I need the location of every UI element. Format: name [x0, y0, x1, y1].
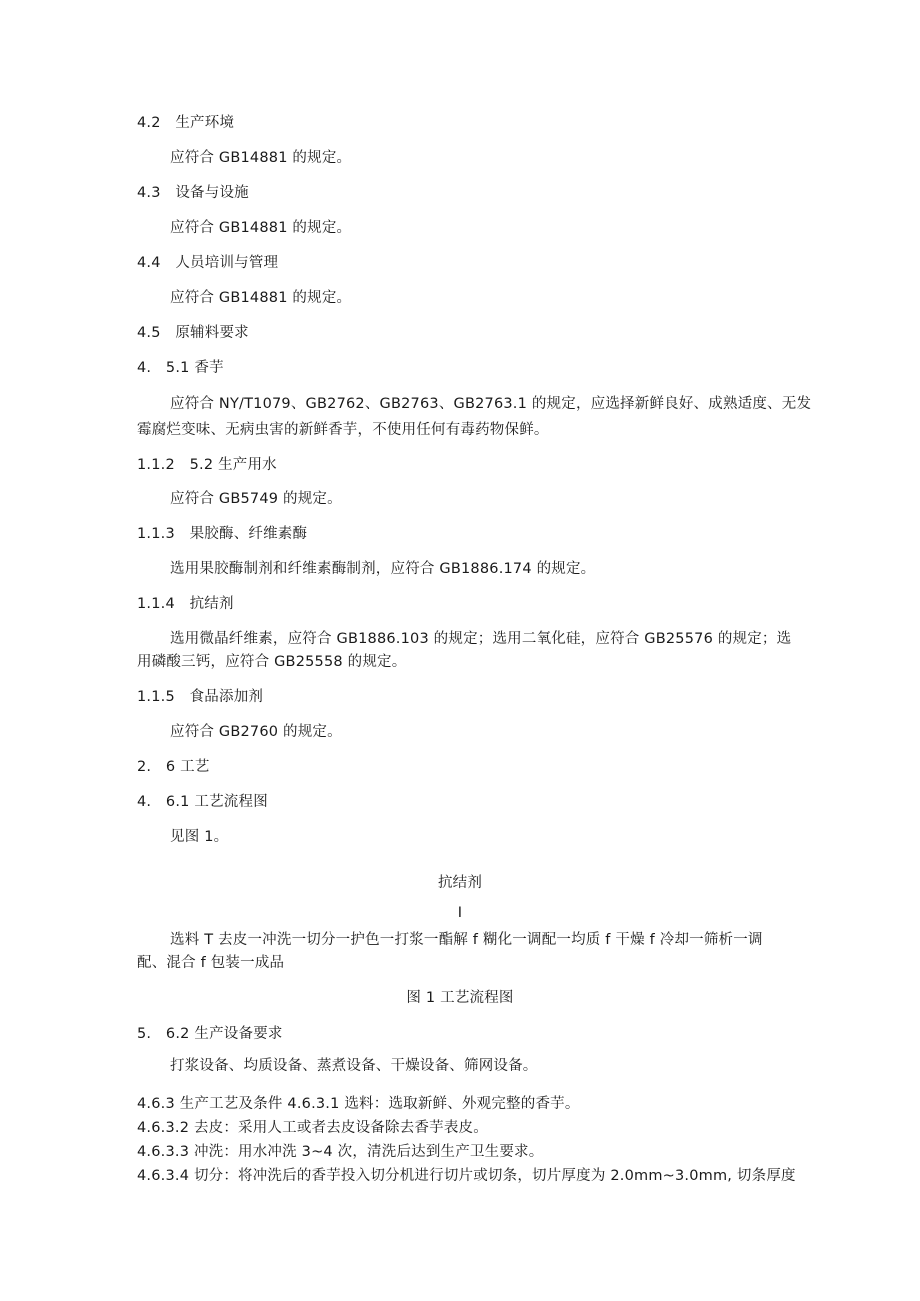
figure-caption: 图 1 工艺流程图 — [406, 990, 514, 1006]
paragraph-continued: 霉腐烂变味、无病虫害的新鲜香芋，不使用任何有毒药物保鲜。 — [137, 422, 549, 438]
heading-4-6-3: 4.6.3 生产工艺及条件 4.6.3.1 选料：选取新鲜、外观完整的香芋。 — [137, 1096, 580, 1112]
paragraph: 打浆设备、均质设备、蒸煮设备、干燥设备、筛网设备。 — [170, 1058, 538, 1074]
heading-4-4: 4.4 人员培训与管理 — [137, 255, 279, 271]
heading-5-2: 1.1.2 5.2 生产用水 — [137, 457, 277, 473]
heading-1-1-5: 1.1.5 食品添加剂 — [137, 689, 264, 705]
paragraph: 应符合 GB5749 的规定。 — [170, 491, 342, 507]
heading-1-1-3: 1.1.3 果胶酶、纤维素酶 — [137, 526, 308, 542]
paragraph-continued: 用磷酸三钙，应符合 GB25558 的规定。 — [137, 654, 407, 670]
heading-6-2: 5. 6.2 生产设备要求 — [137, 1026, 283, 1042]
heading-5-1: 4. 5.1 香芋 — [137, 360, 224, 376]
heading-4-2: 4.2 生产环境 — [137, 115, 235, 131]
heading-1-1-4: 1.1.4 抗结剂 — [137, 596, 234, 612]
paragraph: 应符合 NY/T1079、GB2762、GB2763、GB2763.1 的规定，应选择新鲜良好、成熟适度、无发 — [170, 396, 812, 412]
heading-4-6-3-3: 4.6.3.3 冲洗：用水冲洗 3~4 次，清洗后达到生产卫生要求。 — [137, 1144, 544, 1160]
heading-4-5: 4.5 原辅料要求 — [137, 325, 249, 341]
paragraph: 应符合 GB14881 的规定。 — [170, 150, 352, 166]
heading-4-3: 4.3 设备与设施 — [137, 185, 249, 201]
heading-4-6-3-2: 4.6.3.2 去皮：采用人工或者去皮设备除去香芋表皮。 — [137, 1120, 488, 1136]
figure-arrow: I — [457, 905, 463, 921]
heading-6: 2. 6 工艺 — [137, 759, 210, 775]
figure-flow: 选料 T 去皮一冲洗一切分一护色一打浆一酯解 f 糊化一调配一均质 f 干燥 f 冷却一筛析一调 — [170, 932, 763, 948]
figure-flow-continued: 配、混合 f 包装一成品 — [137, 955, 285, 971]
paragraph: 选用微晶纤维素，应符合 GB1886.103 的规定；选用二氧化硅，应符合 GB25576 的规定；选 — [170, 631, 792, 647]
paragraph: 应符合 GB14881 的规定。 — [170, 290, 352, 306]
heading-6-1: 4. 6.1 工艺流程图 — [137, 794, 268, 810]
heading-4-6-3-4: 4.6.3.4 切分：将冲洗后的香芋投入切分机进行切片或切条，切片厚度为 2.0mm~3.0mm, 切条厚度 — [137, 1168, 796, 1184]
paragraph: 应符合 GB14881 的规定。 — [170, 220, 352, 236]
paragraph: 选用果胶酶制剂和纤维素酶制剂，应符合 GB1886.174 的规定。 — [170, 561, 596, 577]
paragraph: 见图 1。 — [170, 829, 229, 845]
paragraph: 应符合 GB2760 的规定。 — [170, 724, 342, 740]
figure-label-top: 抗结剂 — [437, 875, 483, 891]
